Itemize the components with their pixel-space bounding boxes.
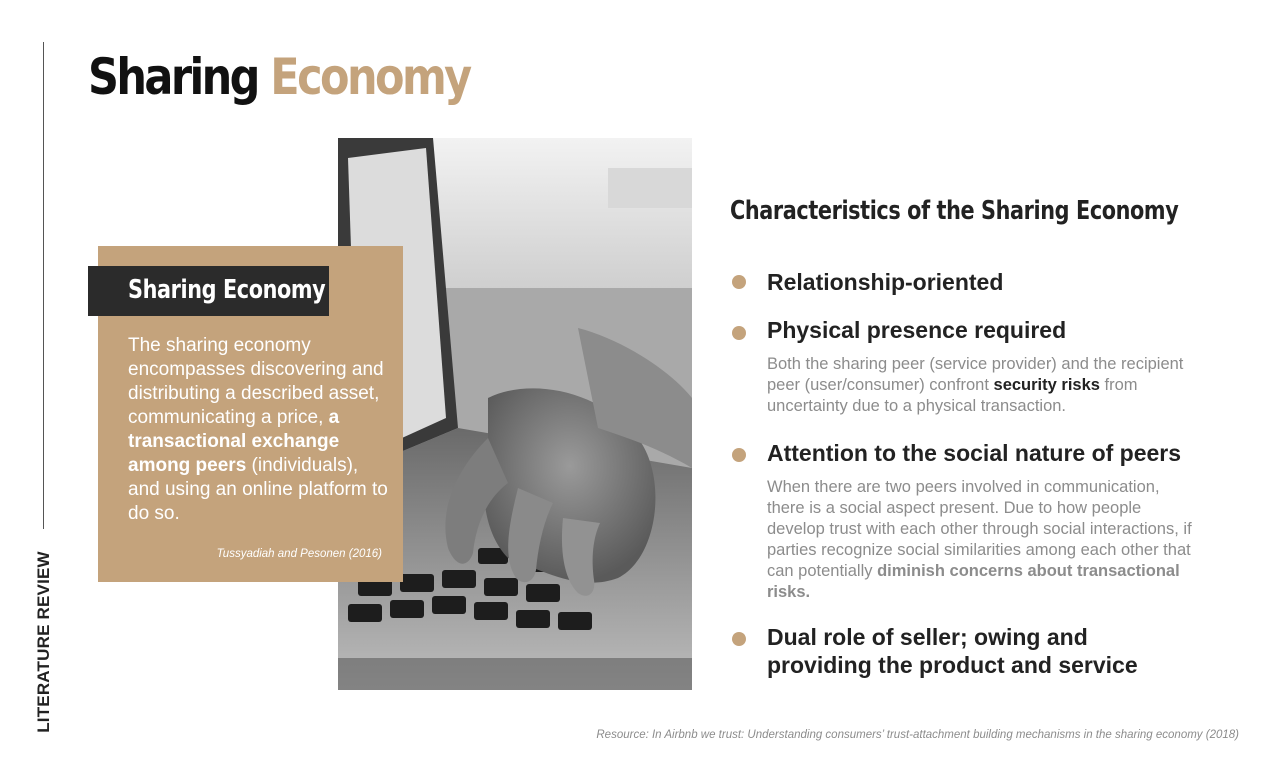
- characteristic-title: Relationship-oriented: [767, 269, 1004, 295]
- characteristic-title: Physical presence required: [767, 317, 1067, 343]
- bullet-dot: [732, 275, 746, 289]
- characteristics-heading: Characteristics of the Sharing Economy: [730, 196, 1179, 226]
- definition-card-heading: Sharing Economy: [128, 275, 326, 305]
- description-bold: diminish concerns about transactional risks.: [767, 562, 1180, 601]
- characteristic-title: Dual role of seller; owing and providing the product and service: [767, 624, 1138, 678]
- characteristic-description: [767, 354, 1197, 417]
- definition-card-header: [88, 266, 329, 316]
- vertical-divider: [43, 42, 44, 529]
- definition-text-part2: (individuals), and using an online platform to do so.: [128, 455, 388, 524]
- bullet-dot: [732, 448, 746, 462]
- definition-text-bold: a transactional exchange among peers: [128, 407, 340, 476]
- section-label: LITERATURE REVIEW: [34, 551, 53, 733]
- resource-citation: Resource: In Airbnb we trust: Understanding consumers’ trust-attachment building mechanisms in the sharing economy (2018): [596, 729, 1239, 741]
- description-text: When there are two peers involved in communication, there is a social aspect present. Due to how people develop trust with each other through social interactions, if parties recognize social similarities among each other that can potentially: [767, 478, 1192, 580]
- title-accent: Economy: [270, 48, 470, 106]
- definition-text-part1: The sharing economy encompasses discovering and distributing a described asset, communicating a price,: [128, 335, 384, 428]
- definition-citation: Tussyadiah and Pesonen (2016): [216, 548, 382, 560]
- description-text: from uncertainty due to a physical transaction.: [767, 376, 1138, 415]
- definition-text: [128, 334, 388, 526]
- description-bold: security risks: [993, 376, 1100, 394]
- description-text: Both the sharing peer (service provider) and the recipient peer (user/consumer) confront: [767, 355, 1184, 394]
- slide-title: [88, 48, 470, 106]
- bullet-dot: [732, 326, 746, 340]
- bullet-dot: [732, 632, 746, 646]
- characteristic-description: [767, 477, 1197, 603]
- title-main: Sharing: [88, 48, 258, 106]
- characteristic-title: Attention to the social nature of peers: [767, 440, 1182, 466]
